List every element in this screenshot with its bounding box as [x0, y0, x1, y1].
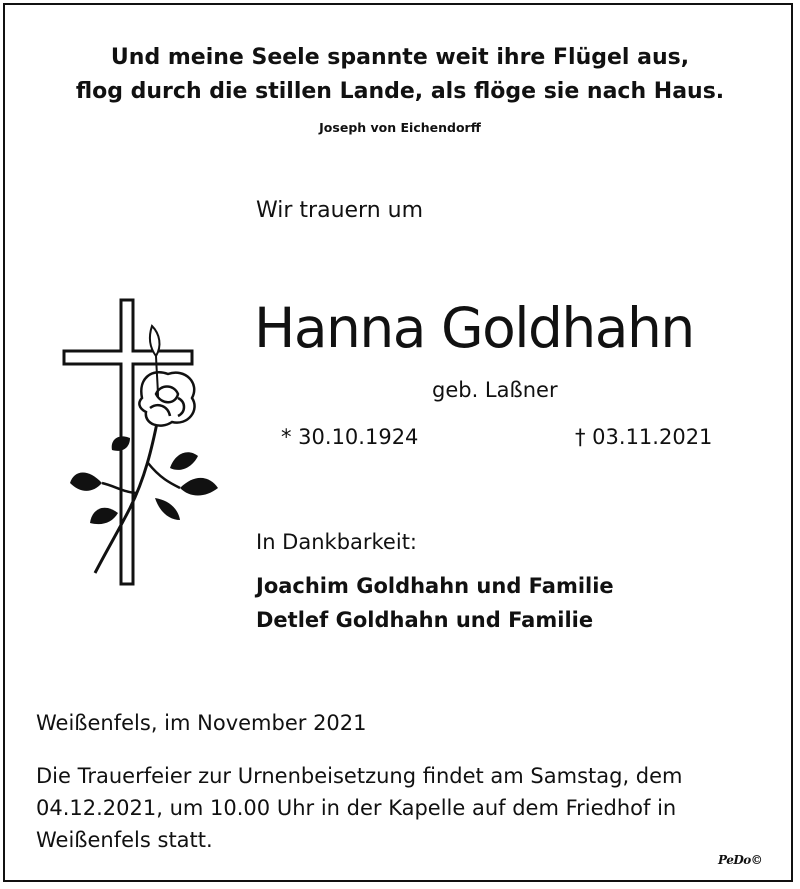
birth-date: * 30.10.1924: [281, 425, 419, 449]
funeral-line: Die Trauerfeier zur Urnenbeisetzung findet am Samstag, dem: [36, 764, 683, 788]
deceased-name: Hanna Goldhahn: [254, 296, 694, 360]
quote-author: Joseph von Eichendorff: [319, 120, 481, 135]
place-date: Weißenfels, im November 2021: [36, 711, 367, 735]
gratitude-label: In Dankbarkeit:: [256, 530, 417, 554]
cross-with-rose-icon: [60, 298, 220, 590]
family-line: Joachim Goldhahn und Familie: [256, 574, 614, 598]
death-date: † 03.11.2021: [575, 425, 713, 449]
designer-signature: PeDo©: [718, 853, 763, 867]
funeral-notice: [36, 760, 776, 856]
funeral-line: Weißenfels statt.: [36, 828, 213, 852]
quote-line-2: flog durch die stillen Lande, als flöge sie nach Haus.: [75, 79, 725, 104]
mourning-intro: Wir trauern um: [256, 198, 424, 223]
family-line: Detlef Goldhahn und Familie: [256, 608, 594, 632]
funeral-line: 04.12.2021, um 10.00 Uhr in der Kapelle auf dem Friedhof in: [36, 796, 677, 820]
quote-line-1: Und meine Seele spannte weit ihre Flügel aus,: [110, 45, 690, 70]
maiden-name: geb. Laßner: [432, 378, 558, 402]
